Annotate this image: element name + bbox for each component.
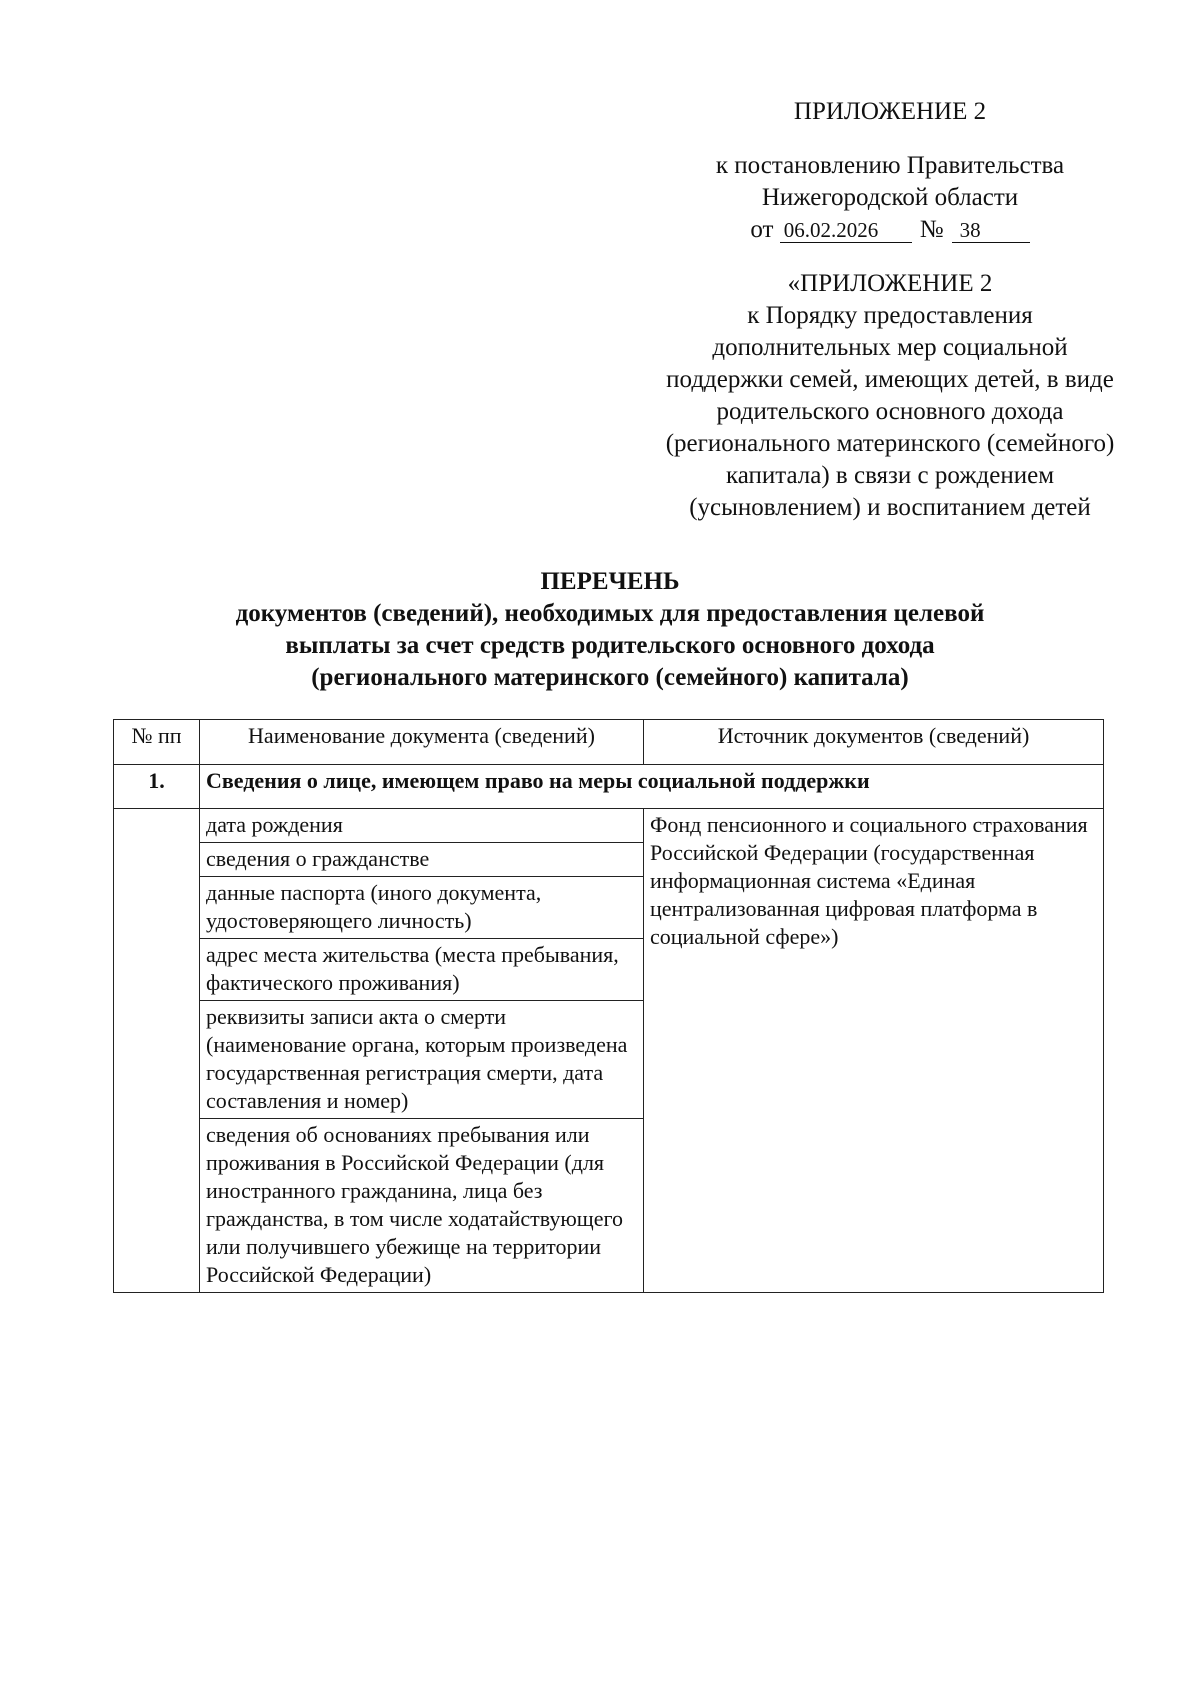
decree-line-1: к постановлению Правительства	[715, 152, 1065, 179]
order-line: поддержки семей, имеющих детей, в виде	[666, 366, 1114, 393]
decree-line-2: Нижегородской области	[761, 184, 1019, 211]
document-heading	[110, 566, 1110, 694]
order-line: (регионального материнского (семейного)	[665, 430, 1115, 457]
table-header-row	[114, 720, 1104, 765]
empty-number-cell	[114, 809, 200, 1293]
appendix-title: ПРИЛОЖЕНИЕ 2	[793, 98, 987, 125]
documents-table	[113, 719, 1104, 1293]
number-sign: №	[919, 216, 944, 243]
item-cell: адрес места жительства (места пребывания, фактического проживания)	[200, 939, 644, 1001]
heading-subtitle-line: выплаты за счет средств родительского основного дохода	[285, 632, 935, 659]
order-line: капитала) в связи с рождением	[725, 462, 1055, 489]
heading-title: ПЕРЕЧЕНЬ	[540, 568, 680, 595]
heading-subtitle-line: (регионального материнского (семейного) капитала)	[311, 664, 909, 691]
heading-subtitle-line: документов (сведений), необходимых для предоставления целевой	[235, 600, 985, 627]
header-source: Источник документов (сведений)	[644, 720, 1104, 765]
order-line: родительского основного дохода	[716, 398, 1064, 425]
order-line: к Порядку предоставления	[747, 302, 1033, 329]
decree-date-line	[630, 214, 1150, 246]
decree-number: 38	[952, 218, 1030, 243]
table-row	[114, 809, 1104, 843]
order-line: (усыновлением) и воспитанием детей	[689, 494, 1091, 521]
item-cell: реквизиты записи акта о смерти (наименование органа, которым произведена государственная регистрация смерти, дата составления и номер)	[200, 1001, 644, 1119]
source-cell: Фонд пенсионного и социального страхования Российской Федерации (государственная информационная система «Единая централизованная цифровая платформа в социальной сфере»)	[644, 809, 1104, 1293]
appendix-block	[630, 96, 1150, 524]
decree-date: 06.02.2026	[780, 218, 912, 243]
section-number: 1.	[114, 765, 200, 809]
order-appendix-title: «ПРИЛОЖЕНИЕ 2	[787, 270, 993, 297]
item-cell: данные паспорта (иного документа, удостоверяющего личность)	[200, 877, 644, 939]
section-row	[114, 765, 1104, 809]
item-cell: дата рождения	[200, 809, 644, 843]
item-cell: сведения об основаниях пребывания или проживания в Российской Федерации (для иностранного гражданина, лица без гражданства, в том числе ходатайствующего или получившего убежище на территории Российской Федерации)	[200, 1119, 644, 1293]
header-number: № пп	[114, 720, 200, 765]
date-prefix: от	[750, 216, 774, 243]
order-line: дополнительных мер социальной	[712, 334, 1068, 361]
header-document-name: Наименование документа (сведений)	[200, 720, 644, 765]
item-cell: сведения о гражданстве	[200, 843, 644, 877]
section-title: Сведения о лице, имеющем право на меры социальной поддержки	[200, 765, 1104, 809]
